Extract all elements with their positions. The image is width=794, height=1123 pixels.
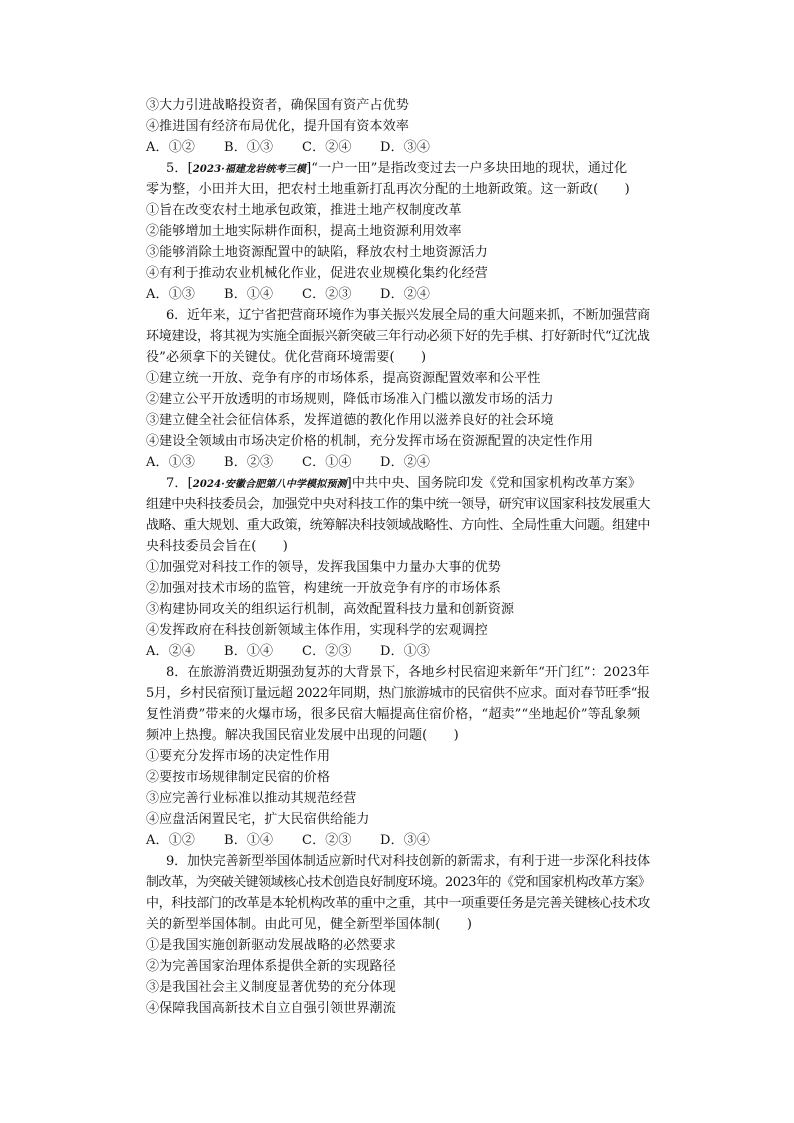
answer-choices bbox=[146, 453, 430, 473]
choice-d: D．③④ bbox=[380, 140, 431, 155]
question-7-stem bbox=[166, 474, 641, 495]
stem-text: ]“一户一田”是指改变过去一户多块田地的现状，通过化 bbox=[306, 161, 628, 176]
option-3: ③能够消除土地资源配置中的缺陷，释放农村土地资源活力 bbox=[146, 245, 488, 260]
answer-choices bbox=[146, 642, 430, 662]
question-6-stem: 6．近年来，辽宁省把营商环境作为事关振兴发展全局的重大问题来抓，不断加强营商 bbox=[166, 308, 650, 323]
stem-line: 复性消费”带来的火爆市场，很多民宿大幅提高住宿价格，“超卖”“坐地起价”等乱象频 bbox=[146, 707, 641, 722]
option-2: ②要按市场规律制定民宿的价格 bbox=[146, 770, 331, 785]
stem-line: 零为整，小田并大田，把农村土地重新打乱再次分配的土地新政策。这一新政( ) bbox=[146, 182, 630, 197]
choice-a: A．①② bbox=[146, 140, 195, 155]
option-3: ③大力引进战略投资者，确保国有资产占优势 bbox=[146, 98, 410, 113]
option-1: ①是我国实施创新驱动发展战略的必然要求 bbox=[146, 938, 396, 953]
option-2: ②建立公平开放透明的市场规则，降低市场准入门槛以激发市场的活力 bbox=[146, 392, 554, 407]
choice-c: C．①④ bbox=[302, 455, 352, 470]
choice-b: B．①④ bbox=[224, 833, 274, 848]
choice-b: B．①③ bbox=[224, 140, 274, 155]
option-4: ④推进国有经济布局优化，提升国有资本效率 bbox=[146, 119, 410, 134]
stem-line: 频冲上热搜。解决我国民宿业发展中出现的问题( ) bbox=[146, 728, 459, 743]
option-2: ②加强对技术市场的监管，构建统一开放竞争有序的市场体系 bbox=[146, 581, 502, 596]
question-5-stem bbox=[166, 159, 627, 180]
question-number: 5．[ bbox=[166, 161, 193, 176]
question-source: 2023·福建龙岩统考三模 bbox=[192, 164, 307, 175]
option-3: ③应完善行业标准以推动其规范经营 bbox=[146, 791, 357, 806]
option-1: ①旨在改变农村土地承包政策，推进土地产权制度改革 bbox=[146, 203, 462, 218]
answer-choices bbox=[146, 831, 430, 851]
option-3: ③建立健全社会征信体系，发挥道德的教化作用以滋养良好的社会环境 bbox=[146, 413, 554, 428]
option-3: ③构建协同攻关的组织运行机制，高效配置科技力量和创新资源 bbox=[146, 602, 515, 617]
choice-c: C．②③ bbox=[302, 287, 352, 302]
stem-line: 5月，乡村民宿预订量远超 2022年同期，热门旅游城市的民宿供不应求。面对春节旺季“报 bbox=[146, 686, 650, 701]
stem-line: 央科技委员会旨在( ) bbox=[146, 539, 288, 554]
choice-d: D．②④ bbox=[380, 287, 431, 302]
stem-line: 役”必须拿下的关键仗。优化营商环境需要( ) bbox=[146, 350, 427, 365]
choice-b: B．②③ bbox=[224, 455, 274, 470]
answer-choices bbox=[146, 138, 430, 158]
choice-d: D．②④ bbox=[380, 455, 431, 470]
option-1: ①要充分发挥市场的决定性作用 bbox=[146, 749, 331, 764]
option-3: ③是我国社会主义制度显著优势的充分体现 bbox=[146, 980, 396, 995]
choice-a: A．①③ bbox=[146, 287, 195, 302]
option-2: ②为完善国家治理体系提供全新的实现路径 bbox=[146, 959, 396, 974]
choice-d: D．③④ bbox=[380, 833, 431, 848]
question-9-stem: 9．加快完善新型举国体制适应新时代对科技创新的新需求，有利于进一步深化科技体 bbox=[166, 854, 650, 869]
choice-b: B．①④ bbox=[224, 644, 274, 659]
choice-d: D．①③ bbox=[380, 644, 431, 659]
option-4: ④应盘活闲置民宅，扩大民宿供给能力 bbox=[146, 812, 370, 827]
option-2: ②能够增加土地实际耕作面积，提高土地资源利用效率 bbox=[146, 224, 462, 239]
choice-c: C．②③ bbox=[302, 833, 352, 848]
question-8-stem: 8．在旅游消费近期强劲复苏的大背景下，各地乡村民宿迎来新年“开门红”：2023年 bbox=[166, 665, 650, 680]
stem-line: 环境建设，将其视为实施全面振兴新突破三年行动必须下好的先手棋、打好新时代“辽沈战 bbox=[146, 329, 650, 344]
stem-line: 战略、重大规划、重大政策，统筹解决科技领域战略性、方向性、全局性重大问题。组建中 bbox=[146, 518, 651, 533]
choice-b: B．①④ bbox=[224, 287, 274, 302]
stem-line: 组建中央科技委员会，加强党中央对科技工作的集中统一领导，研究审议国家科技发展重大 bbox=[146, 497, 651, 512]
option-4: ④有利于推动农业机械化作业，促进农业规模化集约化经营 bbox=[146, 266, 488, 281]
choice-a: A．②④ bbox=[146, 644, 195, 659]
option-1: ①加强党对科技工作的领导，发挥我国集中力量办大事的优势 bbox=[146, 560, 502, 575]
choice-c: C．②③ bbox=[302, 644, 352, 659]
option-1: ①建立统一开放、竞争有序的市场体系，提高资源配置效率和公平性 bbox=[146, 371, 541, 386]
answer-choices bbox=[146, 285, 430, 305]
question-number: 7．[ bbox=[166, 476, 193, 491]
stem-line: 中，科技部门的改革是本轮机构改革的重中之重，其中一项重要任务是完善关键核心技术攻 bbox=[146, 896, 651, 911]
option-4: ④建设全领域由市场决定价格的机制，充分发挥市场在资源配置的决定性作用 bbox=[146, 434, 594, 449]
stem-line: 制改革，为突破关键领域核心技术创造良好制度环境。2023年的《党和国家机构改革方案》 bbox=[146, 875, 651, 890]
choice-a: A．①② bbox=[146, 833, 195, 848]
question-source: 2024·安徽合肥第八中学模拟预测 bbox=[192, 479, 347, 490]
option-4: ④保障我国高新技术自立自强引领世界潮流 bbox=[146, 1001, 396, 1016]
option-4: ④发挥政府在科技创新领域主体作用，实现科学的宏观调控 bbox=[146, 623, 488, 638]
stem-text: ]中共中央、国务院印发《党和国家机构改革方案》 bbox=[346, 476, 642, 491]
choice-a: A．①③ bbox=[146, 455, 195, 470]
choice-c: C．②④ bbox=[302, 140, 352, 155]
stem-line: 关的新型举国体制。由此可见，健全新型举国体制( ) bbox=[146, 917, 473, 932]
